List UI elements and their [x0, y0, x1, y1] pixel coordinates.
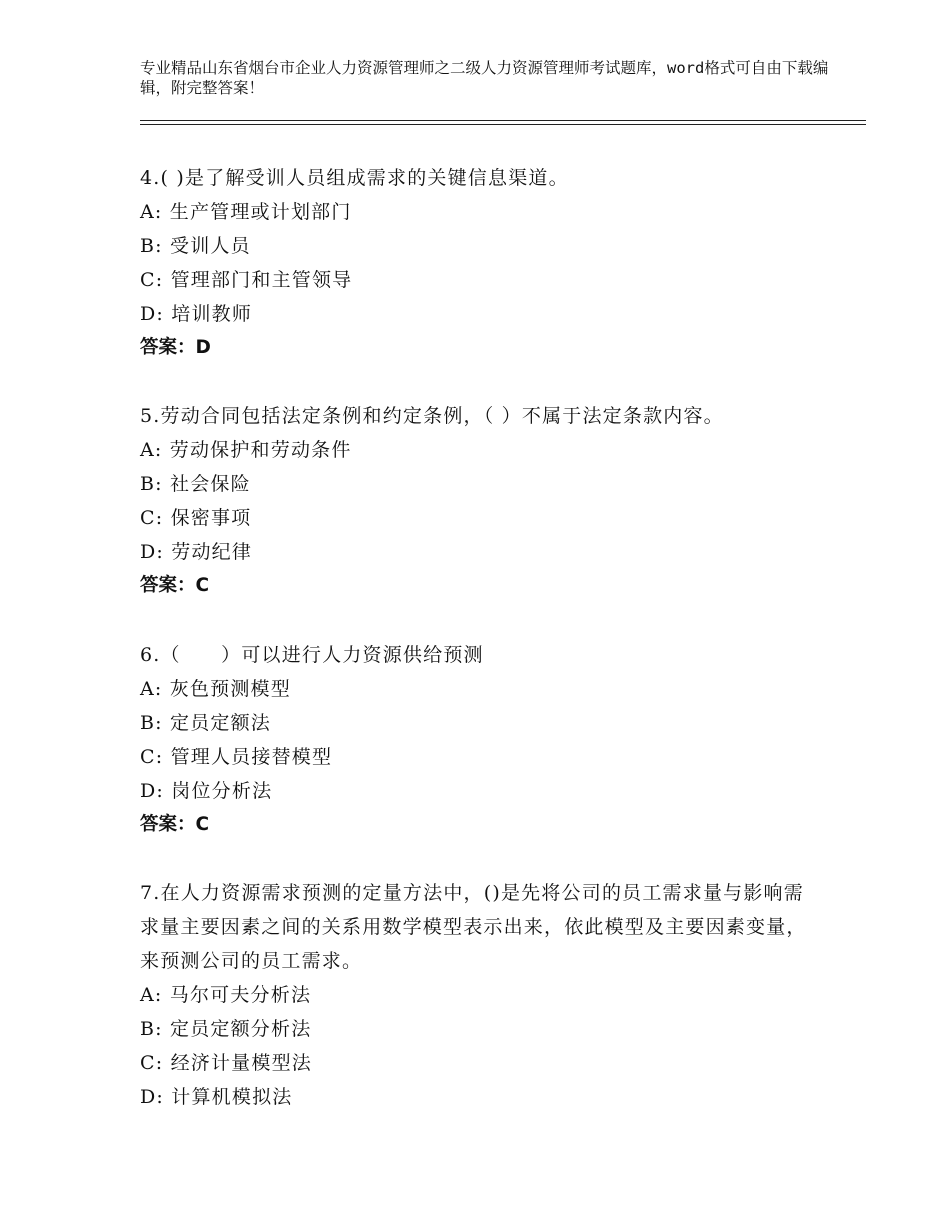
question-6 — [140, 638, 810, 842]
option-b: B: 社会保险 — [140, 473, 251, 495]
option-c: C: 经济计量模型法 — [140, 1052, 312, 1074]
question-stem: 4.( )是了解受训人员组成需求的关键信息渠道。 — [140, 167, 569, 189]
question-stem: 6.（ ）可以进行人力资源供给预测 — [140, 644, 484, 666]
answer-label: 答案：C — [140, 575, 210, 596]
option-d: D: 计算机模拟法 — [140, 1086, 293, 1108]
option-a: A: 马尔可夫分析法 — [140, 984, 312, 1006]
option-c: C: 管理部门和主管领导 — [140, 269, 353, 291]
document-header: 专业精品山东省烟台市企业人力资源管理师之二级人力资源管理师考试题库，word格式可自由下载编辑，附完整答案！ — [140, 59, 829, 97]
question-7 — [140, 876, 810, 1114]
option-a: A: 生产管理或计划部门 — [140, 201, 352, 223]
option-a: A: 劳动保护和劳动条件 — [140, 439, 352, 461]
answer-label: 答案：D — [140, 337, 211, 358]
option-b: B: 受训人员 — [140, 235, 251, 257]
option-b: B: 定员定额法 — [140, 712, 272, 734]
question-4 — [140, 161, 810, 365]
header-rule-top — [140, 120, 866, 121]
question-5 — [140, 399, 810, 603]
option-a: A: 灰色预测模型 — [140, 678, 291, 700]
question-stem: 5.劳动合同包括法定条例和约定条例，（ ）不属于法定条款内容。 — [140, 405, 724, 427]
option-c: C: 管理人员接替模型 — [140, 746, 333, 768]
question-stem: 7.在人力资源需求预测的定量方法中，()是先将公司的员工需求量与影响需求量主要因素之间的关系用数学模型表示出来，依此模型及主要因素变量，来预测公司的员工需求。 — [140, 882, 807, 972]
answer-label: 答案：C — [140, 814, 210, 835]
option-c: C: 保密事项 — [140, 507, 252, 529]
option-b: B: 定员定额分析法 — [140, 1018, 312, 1040]
header-rule-bottom — [140, 124, 866, 125]
option-d: D: 培训教师 — [140, 303, 253, 325]
option-d: D: 岗位分析法 — [140, 780, 273, 802]
option-d: D: 劳动纪律 — [140, 541, 253, 563]
